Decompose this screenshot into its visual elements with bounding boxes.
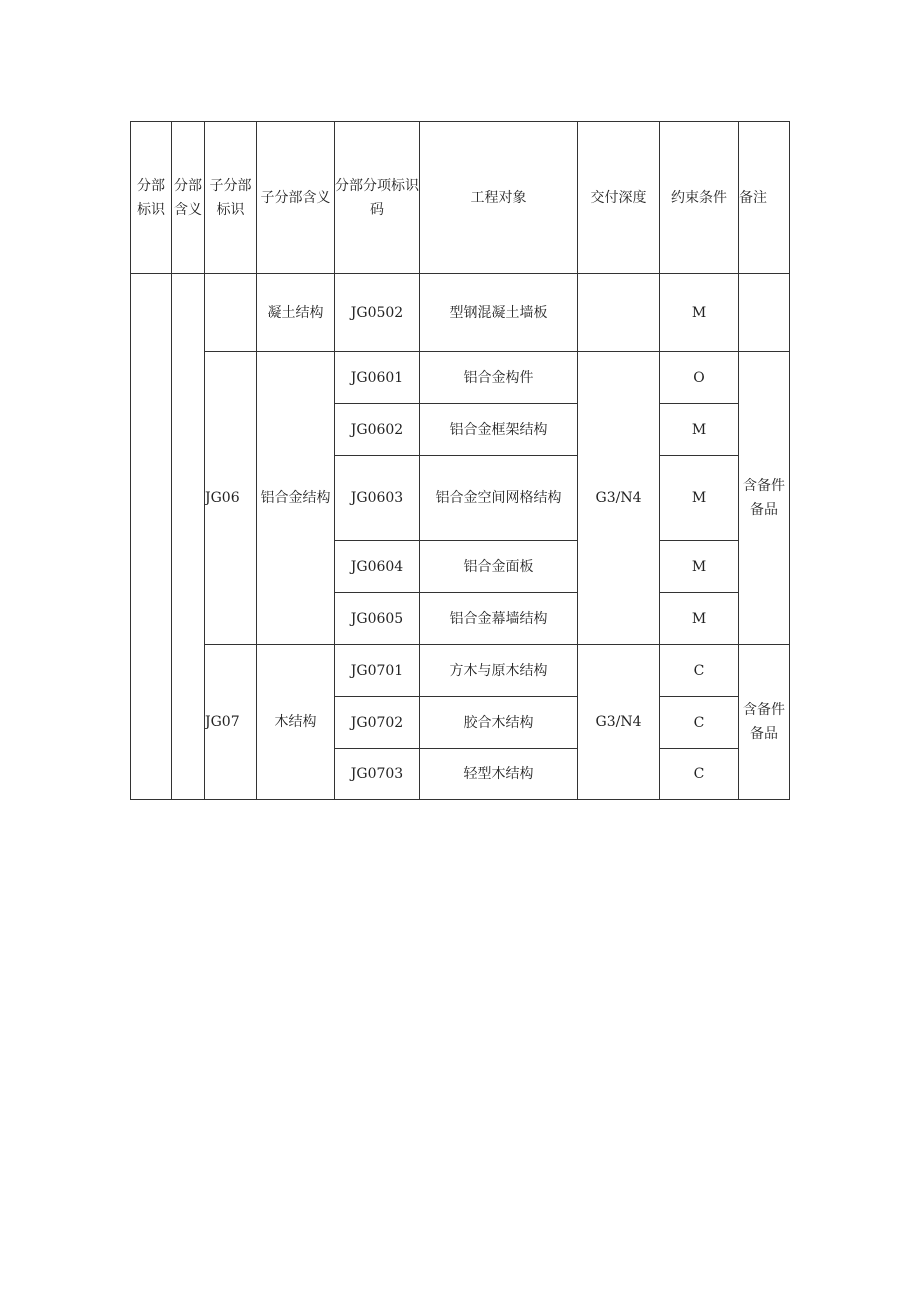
header-object: 工程对象 (420, 122, 578, 274)
object-cell: 轻型木结构 (420, 749, 578, 800)
table-row (131, 274, 790, 352)
header-delivery-depth: 交付深度 (578, 122, 660, 274)
item-code-cell: JG0603 (335, 456, 420, 541)
delivery-depth-cell: G3/N4 (578, 645, 660, 800)
header-note: 备注 (739, 122, 790, 274)
constraint-cell: M (660, 456, 739, 541)
constraint-cell: M (660, 274, 739, 352)
constraint-cell: M (660, 593, 739, 645)
object-cell: 胶合木结构 (420, 697, 578, 749)
header-item-code: 分部分项标识码 (335, 122, 420, 274)
subdivision-meaning-cell: 凝土结构 (257, 274, 335, 352)
note-cell (739, 274, 790, 352)
table-row (131, 645, 790, 697)
header-constraint: 约束条件 (660, 122, 739, 274)
constraint-cell: C (660, 645, 739, 697)
note-cell: 含备件备品 (739, 645, 790, 800)
object-cell: 铝合金幕墙结构 (420, 593, 578, 645)
subdivision-meaning-cell: 铝合金结构 (257, 352, 335, 645)
item-code-cell: JG0605 (335, 593, 420, 645)
division-meaning-cell (172, 274, 205, 800)
header-row (131, 122, 790, 274)
constraint-cell: O (660, 352, 739, 404)
classification-table (130, 121, 790, 800)
item-code-cell: JG0702 (335, 697, 420, 749)
item-code-cell: JG0502 (335, 274, 420, 352)
header-division-id: 分部标识 (131, 122, 172, 274)
delivery-depth-cell (578, 274, 660, 352)
division-id-cell (131, 274, 172, 800)
constraint-cell: M (660, 541, 739, 593)
object-cell: 型钢混凝土墙板 (420, 274, 578, 352)
item-code-cell: JG0701 (335, 645, 420, 697)
subdivision-meaning-cell: 木结构 (257, 645, 335, 800)
constraint-cell: C (660, 697, 739, 749)
item-code-cell: JG0601 (335, 352, 420, 404)
note-cell: 含备件备品 (739, 352, 790, 645)
header-subdivision-meaning: 子分部含义 (257, 122, 335, 274)
subdivision-id-cell (205, 274, 257, 352)
object-cell: 方木与原木结构 (420, 645, 578, 697)
table-row (131, 352, 790, 404)
subdivision-id-cell: JG06 (205, 352, 257, 645)
item-code-cell: JG0703 (335, 749, 420, 800)
header-division-meaning: 分部含义 (172, 122, 205, 274)
constraint-cell: M (660, 404, 739, 456)
object-cell: 铝合金框架结构 (420, 404, 578, 456)
item-code-cell: JG0602 (335, 404, 420, 456)
header-subdivision-id: 子分部标识 (205, 122, 257, 274)
object-cell: 铝合金构件 (420, 352, 578, 404)
subdivision-id-cell: JG07 (205, 645, 257, 800)
object-cell: 铝合金面板 (420, 541, 578, 593)
delivery-depth-cell: G3/N4 (578, 352, 660, 645)
constraint-cell: C (660, 749, 739, 800)
object-cell: 铝合金空间网格结构 (420, 456, 578, 541)
item-code-cell: JG0604 (335, 541, 420, 593)
